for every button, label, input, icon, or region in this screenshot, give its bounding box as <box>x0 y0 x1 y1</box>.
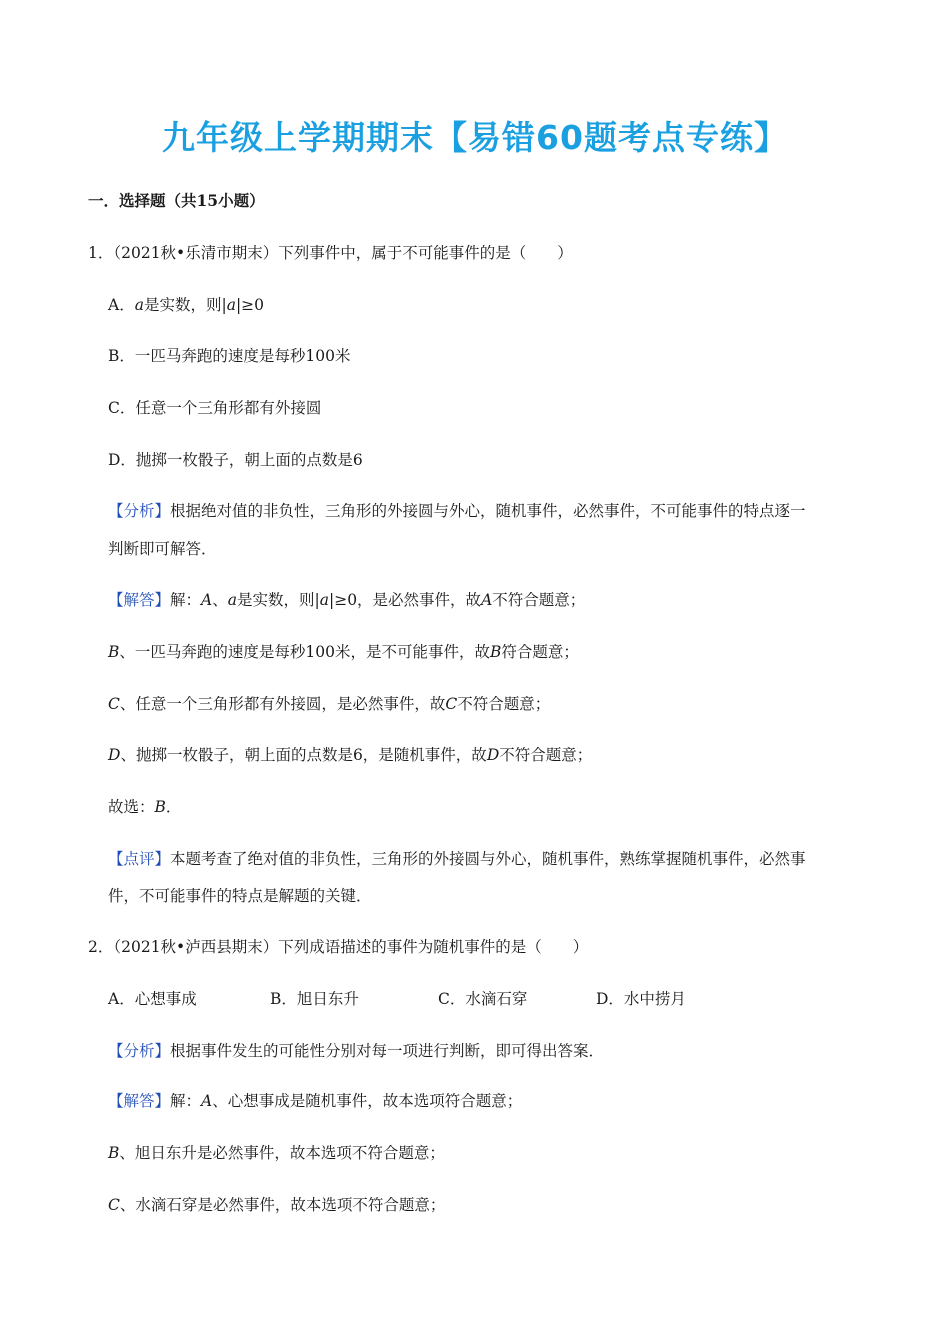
q1-answer-b-end: 符合题意； <box>501 643 579 661</box>
q1-analysis-line2: 判断即可解答． <box>108 540 217 558</box>
q1-answer-c-var: C <box>108 695 120 713</box>
q1-answer-d-text: 、抛掷一枚骰子，朝上面的点数是6，是随机事件，故 <box>120 746 487 764</box>
q2-answer-b-text: 、旭日东升是必然事件，故本选项不符合题意； <box>119 1144 445 1162</box>
q1-choice-end: ． <box>165 798 182 816</box>
q2-answer-c-var: C <box>108 1196 120 1214</box>
q1-choice-var: B <box>154 798 166 816</box>
q1-analysis-text: 根据绝对值的非负性，三角形的外接圆与外心，随机事件，必然事件，不可能事件的特点逐一 <box>170 502 806 520</box>
q1-answer-b-text: 、一匹马奔跑的速度是每秒100米，是不可能事件，故 <box>119 643 490 661</box>
analysis-tag: 【分析】 <box>108 1042 171 1060</box>
q1-answer-a-end: 不符合题意； <box>492 591 586 609</box>
q1-comment-text: 本题考查了绝对值的非负性，三角形的外接圆与外心，随机事件，熟练掌握随机事件，必然事 <box>170 850 806 868</box>
q2-option-a: A．心想事成 <box>108 990 197 1008</box>
q1-answer-d-end: 不符合题意； <box>499 746 593 764</box>
q2-answer-line-c <box>108 1194 445 1216</box>
q2-answer-line-b <box>108 1142 445 1164</box>
q1-answer-a-var4: A <box>481 591 493 609</box>
q1-option-b: B．一匹马奔跑的速度是每秒100米 <box>108 347 351 365</box>
q1-answer-line-c <box>108 693 550 715</box>
q1-option-a <box>108 294 264 316</box>
question-1-stem: 1．（2021秋•乐清市期末）下列事件中，属于不可能事件的是（ ） <box>88 244 573 262</box>
question-2-stem: 2．（2021秋•泸西县期末）下列成语描述的事件为随机事件的是（ ） <box>88 938 589 956</box>
q1-choice-prefix: 故选： <box>108 798 155 816</box>
q1-answer-d-var2: D <box>486 746 500 764</box>
document-title: 九年级上学期期末【易错60题考点专练】 <box>162 118 788 157</box>
q2-analysis <box>108 1040 604 1062</box>
q1-option-a-var: a <box>134 296 144 314</box>
q2-option-c: C．水滴石穿 <box>438 990 528 1008</box>
q1-analysis-line1 <box>108 500 806 522</box>
q1-answer-a-text: 是实数，则| <box>237 591 320 609</box>
q1-answer-a-var3: a <box>319 591 329 609</box>
analysis-tag: 【分析】 <box>108 502 171 520</box>
q1-answer-line-d <box>108 744 592 766</box>
q1-comment-line1 <box>108 848 806 870</box>
q2-answer-line-a <box>108 1090 522 1112</box>
answer-tag: 【解答】 <box>108 1092 171 1110</box>
q2-answer-b-var: B <box>108 1144 120 1162</box>
q1-answer-c-text: 、任意一个三角形都有外接圆，是必然事件，故 <box>119 695 446 713</box>
q1-answer-a-mid: 、 <box>212 591 228 609</box>
q1-answer-c-var2: C <box>445 695 458 713</box>
q2-answer-a-var: A <box>201 1092 213 1110</box>
q1-comment-line2: 件，不可能事件的特点是解题的关键． <box>108 887 372 905</box>
q1-answer-line-a <box>108 589 585 611</box>
answer-tag: 【解答】 <box>108 591 171 609</box>
q1-answer-d-var: D <box>108 746 121 764</box>
q1-option-a-prefix: A． <box>108 296 135 314</box>
q1-answer-a-var2: a <box>227 591 237 609</box>
q1-answer-a-text2: |≥0，是必然事件，故 <box>328 591 482 609</box>
q2-option-b: B．旭日东升 <box>270 990 359 1008</box>
q1-option-a-var2: a <box>226 296 236 314</box>
q2-answer-c-text: 、水滴石穿是必然事件，故本选项不符合题意； <box>119 1196 446 1214</box>
q1-option-a-mid: 是实数，则| <box>143 296 227 314</box>
section-heading: 一．选择题（共15小题） <box>88 191 265 210</box>
q1-answer-b-var: B <box>108 643 120 661</box>
q1-answer-a-var: A <box>201 591 213 609</box>
q1-option-a-end: |≥0 <box>235 296 265 314</box>
q1-answer-line-b <box>108 641 579 663</box>
comment-tag: 【点评】 <box>108 850 171 868</box>
q1-choice <box>108 796 181 818</box>
q1-option-c: C．任意一个三角形都有外接圆 <box>108 399 322 417</box>
q2-option-d: D．水中捞月 <box>596 990 686 1008</box>
q2-answer-lead: 解： <box>170 1092 202 1110</box>
q1-option-d: D．抛掷一枚骰子，朝上面的点数是6 <box>108 451 363 469</box>
q2-answer-a-text: 、心想事成是随机事件，故本选项符合题意； <box>212 1092 523 1110</box>
q1-answer-lead: 解： <box>170 591 202 609</box>
q2-analysis-text: 根据事件发生的可能性分别对每一项进行判断，即可得出答案． <box>170 1042 605 1060</box>
q1-answer-b-var2: B <box>489 643 502 661</box>
q1-answer-c-end: 不符合题意； <box>457 695 551 713</box>
